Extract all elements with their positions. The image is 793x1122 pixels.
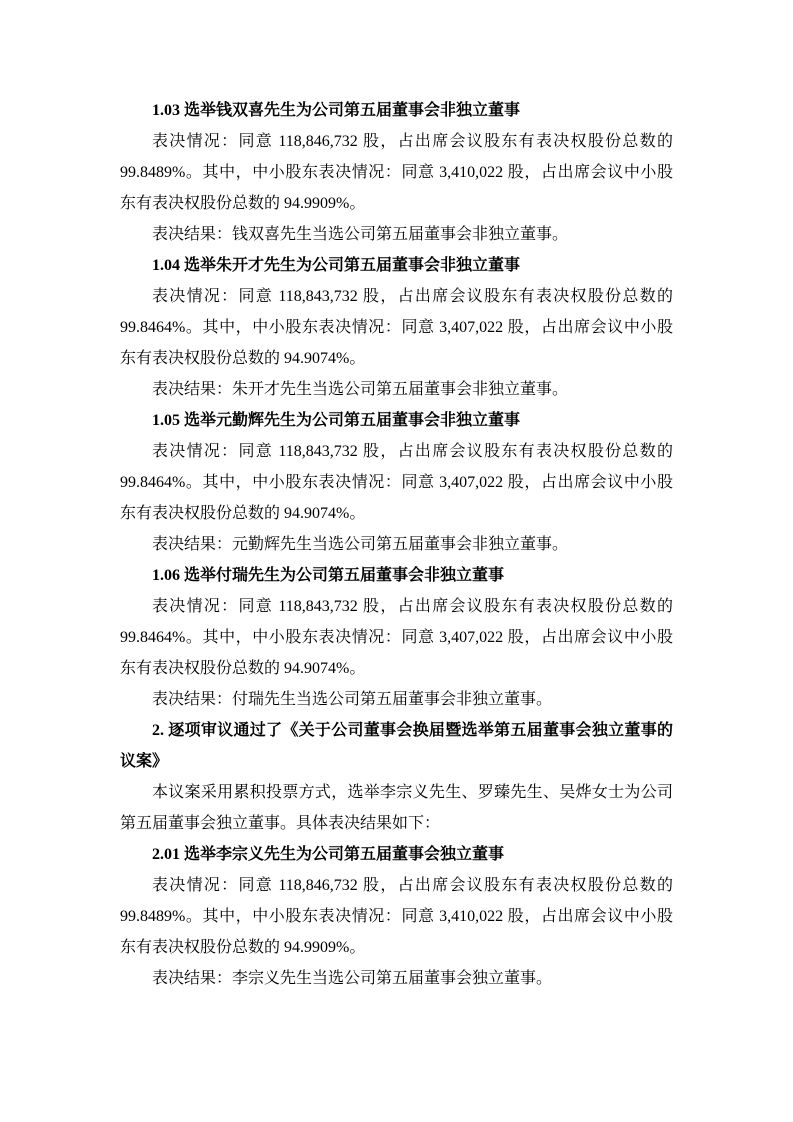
section-heading-1-06: 1.06 选举付瑞先生为公司第五届董事会非独立董事 [152, 567, 505, 584]
vote-detail-1-05: 表决情况：同意 118,843,732 股，占出席会议股东有表决权股份总数的 99.8464%。其中，中小股东表决情况：同意 3,407,022 股，占出席会议中小股东有表决权股份总数的 94.9074%。 [120, 443, 673, 522]
vote-detail-2-01: 表决情况：同意 118,846,732 股，占出席会议股东有表决权股份总数的 99.8489%。其中，中小股东表决情况：同意 3,410,022 股，占出席会议中小股东有表决权股份总数的 94.9909%。 [120, 877, 673, 956]
section-1-03 [120, 95, 673, 250]
section-1-06 [120, 560, 673, 715]
section-heading-1-03: 1.03 选举钱双喜先生为公司第五届董事会非独立董事 [152, 102, 521, 119]
vote-detail-1-04: 表决情况：同意 118,843,732 股，占出席会议股东有表决权股份总数的 99.8464%。其中，中小股东表决情况：同意 3,407,022 股，占出席会议中小股东有表决权股份总数的 94.9074%。 [120, 288, 673, 367]
vote-result-1-04: 表决结果：朱开才先生当选公司第五届董事会非独立董事。 [152, 381, 569, 398]
section-heading-1-05: 1.05 选举元勤辉先生为公司第五届董事会非独立董事 [152, 412, 521, 429]
section-2 [120, 715, 673, 839]
section-1-04 [120, 250, 673, 405]
section-1-05 [120, 405, 673, 560]
section-heading-2: 2. 逐项审议通过了《关于公司董事会换届暨选举第五届董事会独立董事的议案》 [120, 722, 673, 770]
section-heading-1-04: 1.04 选举朱开才先生为公司第五届董事会非独立董事 [152, 257, 521, 274]
section-2-01 [120, 839, 673, 994]
vote-result-1-06: 表决结果：付瑞先生当选公司第五届董事会非独立董事。 [152, 691, 553, 708]
vote-result-2-01: 表决结果：李宗义先生当选公司第五届董事会独立董事。 [152, 970, 553, 987]
vote-result-1-03: 表决结果：钱双喜先生当选公司第五届董事会非独立董事。 [152, 226, 569, 243]
vote-detail-1-03: 表决情况：同意 118,846,732 股，占出席会议股东有表决权股份总数的 99.8489%。其中，中小股东表决情况：同意 3,410,022 股，占出席会议中小股东有表决权股份总数的 94.9909%。 [120, 133, 673, 212]
vote-result-1-05: 表决结果：元勤辉先生当选公司第五届董事会非独立董事。 [152, 536, 569, 553]
proposal-body-2: 本议案采用累积投票方式，选举李宗义先生、罗臻先生、吴烨女士为公司第五届董事会独立董事。具体表决结果如下： [120, 784, 673, 832]
vote-detail-1-06: 表决情况：同意 118,843,732 股，占出席会议股东有表决权股份总数的 99.8464%。其中，中小股东表决情况：同意 3,407,022 股，占出席会议中小股东有表决权股份总数的 94.9074%。 [120, 598, 673, 677]
section-heading-2-01: 2.01 选举李宗义先生为公司第五届董事会独立董事 [152, 846, 505, 863]
